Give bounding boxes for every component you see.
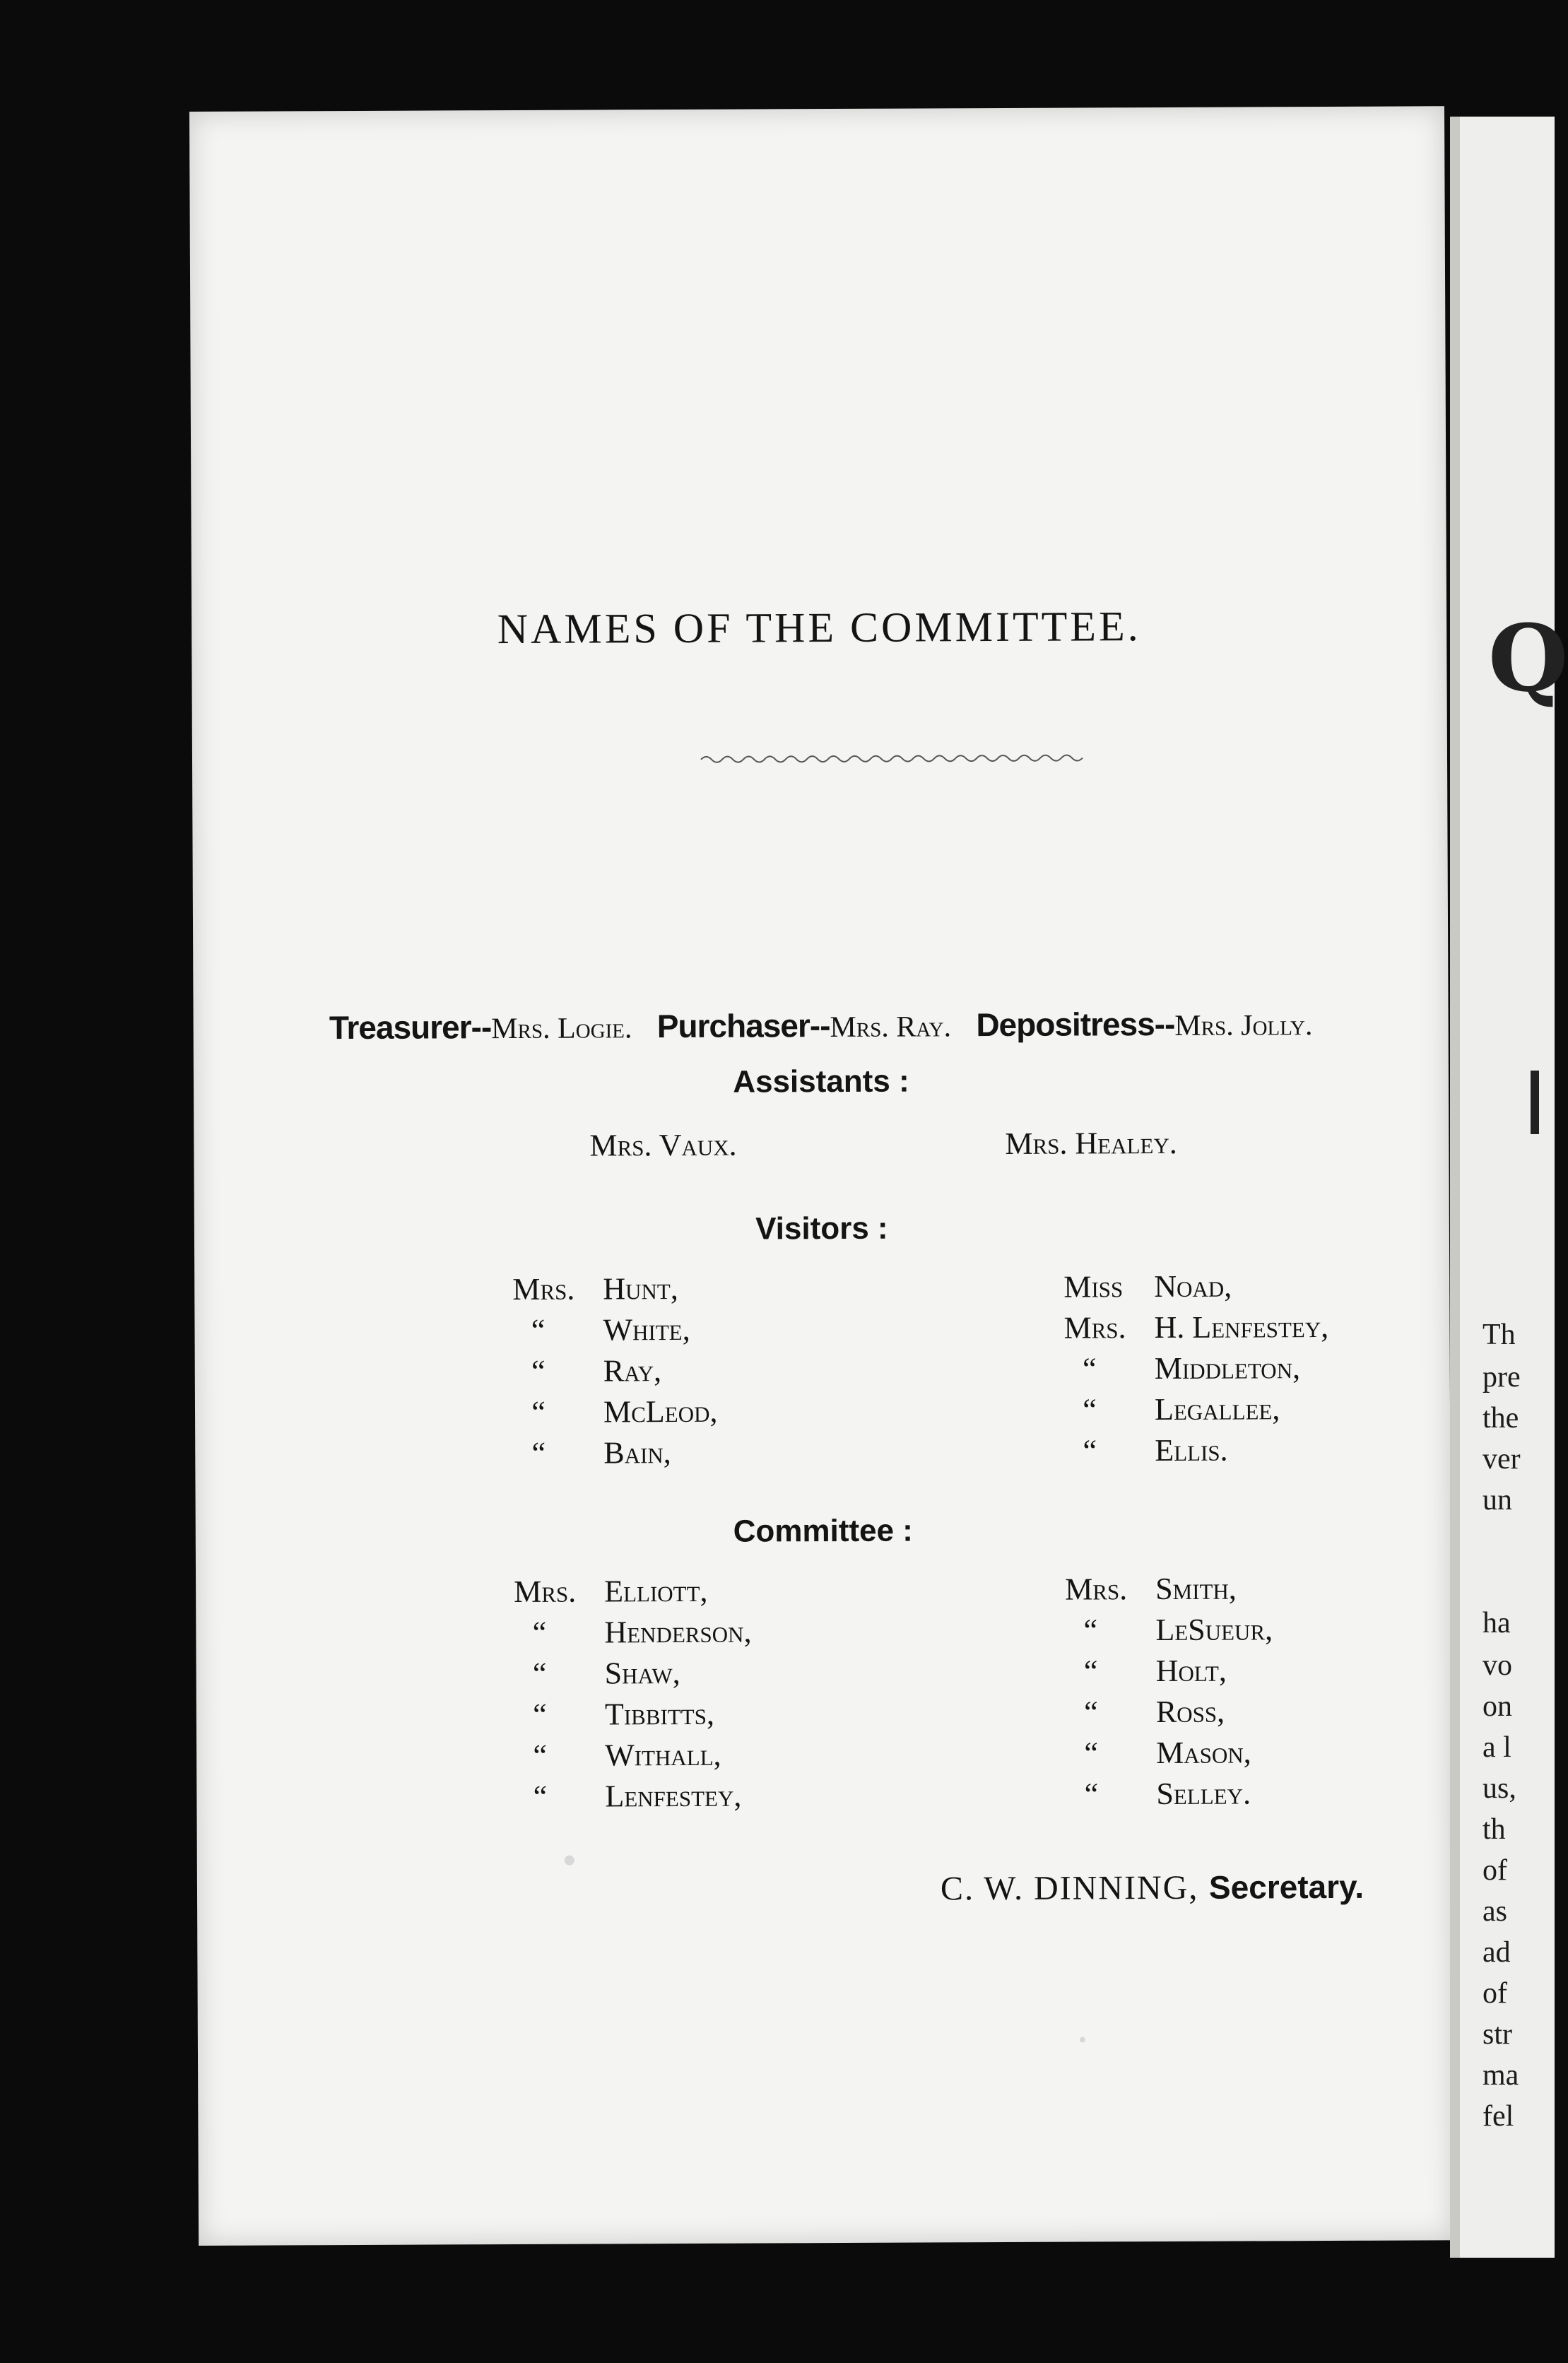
name-prefix: Miss: [1063, 1269, 1124, 1304]
wavy-divider: [701, 750, 1083, 766]
visitors-heading: Visitors :: [755, 1210, 888, 1247]
ditto-mark: “: [1083, 1613, 1098, 1648]
treasurer-label: Treasurer--: [329, 1008, 492, 1047]
ditto-mark: “: [533, 1779, 548, 1814]
member-name: Shaw,: [604, 1655, 680, 1691]
ditto-mark: “: [1083, 1654, 1098, 1689]
ditto-mark: “: [531, 1394, 546, 1430]
list-item: [1066, 1773, 1273, 1815]
list-item: [514, 1653, 752, 1695]
facing-page-fragment: ver: [1482, 1443, 1521, 1475]
facing-page-fragment: a l: [1482, 1731, 1511, 1764]
visitor-name: Ray,: [603, 1353, 662, 1389]
facing-page-fragment: pre: [1482, 1361, 1521, 1393]
document-page: [189, 106, 1454, 2246]
member-name: Henderson,: [604, 1614, 752, 1650]
facing-page-fragment: of: [1482, 1977, 1507, 2010]
member-name: Smith,: [1155, 1571, 1237, 1607]
list-item: [513, 1391, 718, 1433]
facing-page-fragment: on: [1482, 1690, 1512, 1723]
purchaser-label: Purchaser--: [656, 1007, 830, 1045]
ditto-mark: “: [532, 1615, 547, 1650]
list-item: [1063, 1266, 1328, 1308]
page-title: NAMES OF THE COMMITTEE.: [497, 603, 1141, 653]
ditto-mark: “: [532, 1656, 547, 1691]
facing-page-fragment: ma: [1482, 2059, 1519, 2092]
facing-page-fragment: fel: [1482, 2100, 1514, 2133]
list-item: [514, 1612, 751, 1654]
facing-page-fragment: as: [1482, 1895, 1507, 1928]
facing-page-edge: [1450, 117, 1568, 2258]
list-item: [1066, 1650, 1273, 1692]
name-prefix: Mrs.: [512, 1271, 575, 1307]
member-name: Lenfestey,: [605, 1778, 742, 1814]
ditto-mark: “: [1084, 1695, 1098, 1730]
member-name: Elliott,: [604, 1573, 708, 1609]
committee-right-column: [1065, 1568, 1273, 1815]
committee-heading: Committee :: [733, 1513, 914, 1549]
list-item: [512, 1268, 717, 1310]
purchaser-name: Mrs. Ray.: [830, 1010, 952, 1044]
list-item: [1066, 1732, 1273, 1774]
facing-page-rule: [1531, 1071, 1539, 1134]
ditto-mark: “: [1084, 1736, 1099, 1771]
list-item: [1064, 1389, 1329, 1431]
facing-page-fragment: un: [1482, 1484, 1512, 1516]
assistant-right: Mrs. Healey.: [1005, 1125, 1177, 1161]
list-item: [512, 1309, 717, 1351]
list-item: [514, 1776, 752, 1817]
officers-line: [194, 1003, 1449, 1047]
list-item: [1065, 1609, 1273, 1651]
secretary-signature-line: [941, 1868, 1364, 1909]
ditto-mark: “: [531, 1353, 546, 1389]
ditto-mark: “: [1082, 1351, 1097, 1386]
visitor-name: Legallee,: [1154, 1391, 1280, 1427]
facing-page-fragment: of: [1482, 1854, 1507, 1887]
visitor-name: McLeod,: [603, 1393, 718, 1430]
assistants-heading: Assistants :: [733, 1063, 909, 1100]
facing-page-fragment: ha: [1482, 1607, 1511, 1639]
name-prefix: Mrs.: [1063, 1310, 1126, 1345]
list-item: [514, 1735, 752, 1776]
visitor-name: H. Lenfestey,: [1154, 1309, 1329, 1345]
ditto-mark: “: [533, 1697, 547, 1732]
paper-speck: [1080, 2037, 1085, 2042]
list-item: [1065, 1568, 1273, 1610]
list-item: [1066, 1691, 1273, 1733]
visitor-name: Ellis.: [1155, 1432, 1228, 1468]
member-name: Ross,: [1155, 1694, 1225, 1730]
ditto-mark: “: [533, 1738, 548, 1773]
assistant-left: Mrs. Vaux.: [589, 1127, 737, 1163]
facing-page-initial: Q: [1488, 604, 1568, 712]
facing-page-fragment: th: [1482, 1813, 1506, 1846]
visitor-name: Bain,: [603, 1435, 671, 1471]
visitor-name: White,: [603, 1312, 690, 1348]
secretary-role: Secretary.: [1208, 1868, 1364, 1906]
facing-page-fragment: Th: [1482, 1319, 1516, 1351]
list-item: [514, 1694, 752, 1736]
depositress-label: Depositress--: [976, 1005, 1175, 1044]
visitors-right-column: [1063, 1266, 1329, 1472]
member-name: Selley.: [1156, 1776, 1251, 1812]
member-name: Tibbitts,: [604, 1696, 715, 1732]
ditto-mark: “: [1083, 1433, 1097, 1468]
secretary-name: C. W. DINNING,: [940, 1868, 1199, 1908]
ditto-mark: “: [531, 1435, 546, 1471]
member-name: LeSueur,: [1155, 1612, 1273, 1648]
facing-page-fragment: the: [1482, 1402, 1519, 1434]
visitor-name: Noad,: [1154, 1268, 1232, 1304]
ditto-mark: “: [1083, 1392, 1097, 1427]
member-name: Mason,: [1156, 1735, 1251, 1771]
ditto-mark: “: [531, 1312, 546, 1348]
facing-page-fragment: ad: [1482, 1936, 1511, 1969]
committee-left-column: [514, 1571, 753, 1817]
member-name: Holt,: [1155, 1653, 1227, 1689]
list-item: [513, 1432, 718, 1474]
member-name: Withall,: [605, 1737, 721, 1773]
visitor-name: Middleton,: [1154, 1350, 1301, 1386]
ditto-mark: “: [1084, 1776, 1099, 1812]
visitors-left-column: [512, 1268, 718, 1474]
paper-speck: [565, 1856, 574, 1866]
facing-page-fragment: str: [1482, 2018, 1512, 2051]
treasurer-name: Mrs. Logie.: [491, 1012, 632, 1046]
list-item: [1064, 1430, 1329, 1472]
depositress-name: Mrs. Jolly.: [1174, 1009, 1313, 1042]
list-item: [1063, 1307, 1328, 1349]
name-prefix: Mrs.: [514, 1574, 577, 1610]
visitor-name: Hunt,: [603, 1271, 678, 1307]
show-through-text: [403, 506, 464, 577]
list-item: [514, 1571, 751, 1613]
name-prefix: Mrs.: [1065, 1572, 1128, 1607]
list-item: [513, 1350, 718, 1392]
facing-page-fragment: vo: [1482, 1649, 1512, 1682]
facing-page-fragment: us,: [1482, 1772, 1516, 1805]
list-item: [1064, 1348, 1329, 1390]
